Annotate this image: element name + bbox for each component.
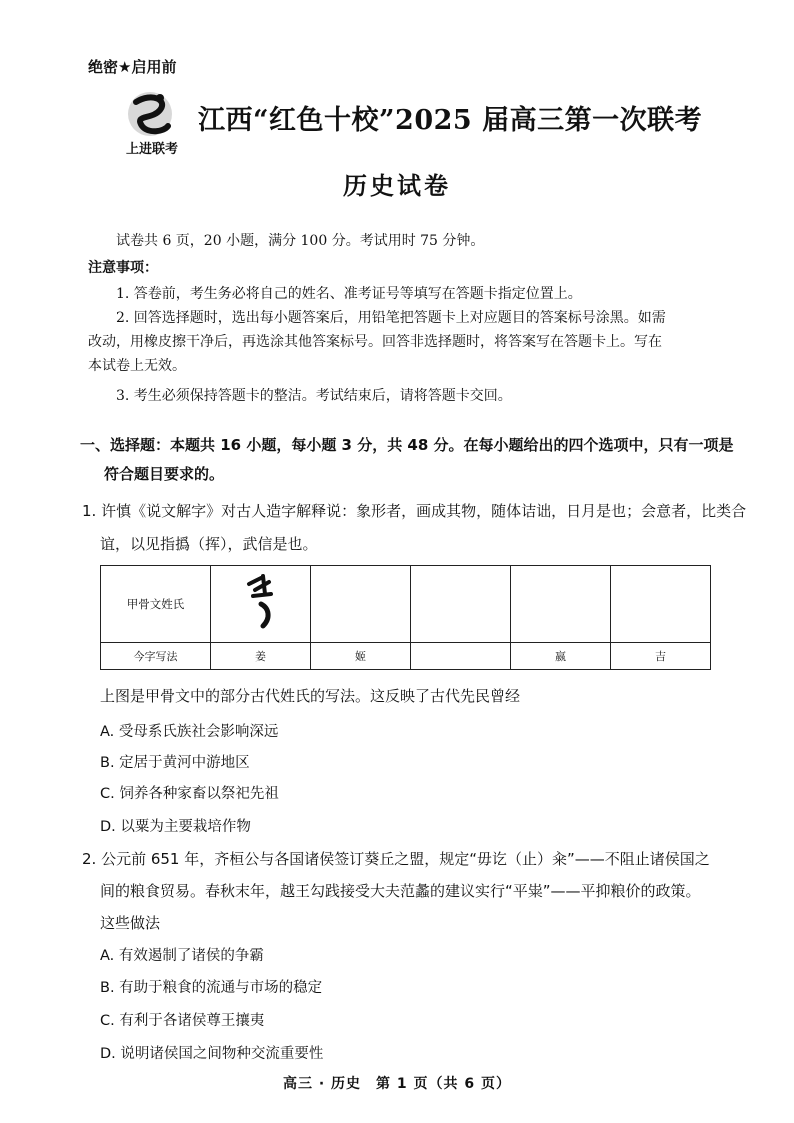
modern-char: 嬴 [511, 643, 611, 670]
option-c: C. 有利于各诸侯尊王攘夷 [100, 1013, 265, 1029]
question-2-stem-end: 这些做法 [100, 914, 161, 932]
question-1-stem-cont: 谊，以见指撝（挥），武信是也。 [100, 535, 318, 553]
table-row-label: 今字写法 [101, 643, 211, 670]
option-a: A. 受母系氏族社会影响深远 [100, 724, 279, 740]
logo-swirl-icon [116, 88, 188, 140]
oracle-glyph-cell [511, 566, 611, 643]
oracle-glyph-cell [311, 566, 411, 643]
modern-char: 姬 [311, 643, 411, 670]
notice-item-2-line3: 本试卷上无效。 [88, 358, 186, 374]
page-footer: 高三 · 历史 第 1 页（共 6 页） [282, 1076, 512, 1092]
question-1-stem: 1. 许慎《说文解字》对古人造字解释说：象形者，画成其物，随体诘诎，日月是也；会意者，比类合 [82, 502, 747, 520]
subject-title: 历史试卷 [343, 172, 451, 200]
oracle-glyph-cell [611, 566, 711, 643]
notice-heading: 注意事项： [88, 260, 158, 276]
notice-item-3: 3. 考生必须保持答题卡的整洁。考试结束后，请将答题卡交回。 [116, 388, 512, 404]
modern-char: 姜 [211, 643, 311, 670]
question-2-stem: 2. 公元前 651 年，齐桓公与各国诸侯签订葵丘之盟，规定“毋讫（止）籴”——不阻止诸侯国之 [82, 850, 710, 868]
section-heading-cont: 符合题目要求的。 [104, 465, 225, 483]
notice-item-2-line1: 2. 回答选择题时，选出每小题答案后，用铅笔把答题卡上对应题目的答案标号涂黑。如需 [116, 310, 666, 326]
option-b: B. 有助于粮食的流通与市场的稳定 [100, 980, 323, 996]
exam-title: 江西“红色十校”2025 届高三第一次联考 [198, 105, 703, 136]
notice-item-1: 1. 答卷前，考生务必将自己的姓名、准考证号等填写在答题卡指定位置上。 [116, 286, 582, 302]
publisher-logo [116, 88, 188, 158]
modern-char [411, 643, 511, 670]
confidential-label: 绝密★启用前 [88, 58, 177, 76]
modern-char: 吉 [611, 643, 711, 670]
question-1-prompt: 上图是甲骨文中的部分古代姓氏的写法。这反映了古代先民曾经 [100, 687, 521, 705]
oracle-bone-table [100, 565, 711, 670]
option-c: C. 饲养各种家畜以祭祀先祖 [100, 786, 279, 802]
notice-item-2-line2: 改动，用橡皮擦干净后，再选涂其他答案标号。回答非选择题时，将答案写在答题卡上。写在 [88, 334, 662, 350]
oracle-glyph-jiang [211, 566, 311, 643]
option-b: B. 定居于黄河中游地区 [100, 755, 250, 771]
exam-info: 试卷共 6 页，20 小题，满分 100 分。考试用时 75 分钟。 [116, 233, 485, 249]
table-row-label: 甲骨文姓氏 [101, 566, 211, 643]
oracle-glyph-icon [241, 574, 281, 630]
option-a: A. 有效遏制了诸侯的争霸 [100, 948, 264, 964]
section-heading: 一、选择题：本题共 16 小题，每小题 3 分，共 48 分。在每小题给出的四个选项中，只有一项是 [80, 436, 734, 454]
logo-text: 上进联考 [125, 142, 178, 157]
question-2-stem-cont: 间的粮食贸易。春秋末年，越王勾践接受大夫范蠡的建议实行“平粜”——平抑粮价的政策。 [100, 882, 701, 900]
option-d: D. 说明诸侯国之间物种交流重要性 [100, 1046, 324, 1062]
oracle-glyph-cell [411, 566, 511, 643]
option-d: D. 以粟为主要栽培作物 [100, 819, 251, 835]
